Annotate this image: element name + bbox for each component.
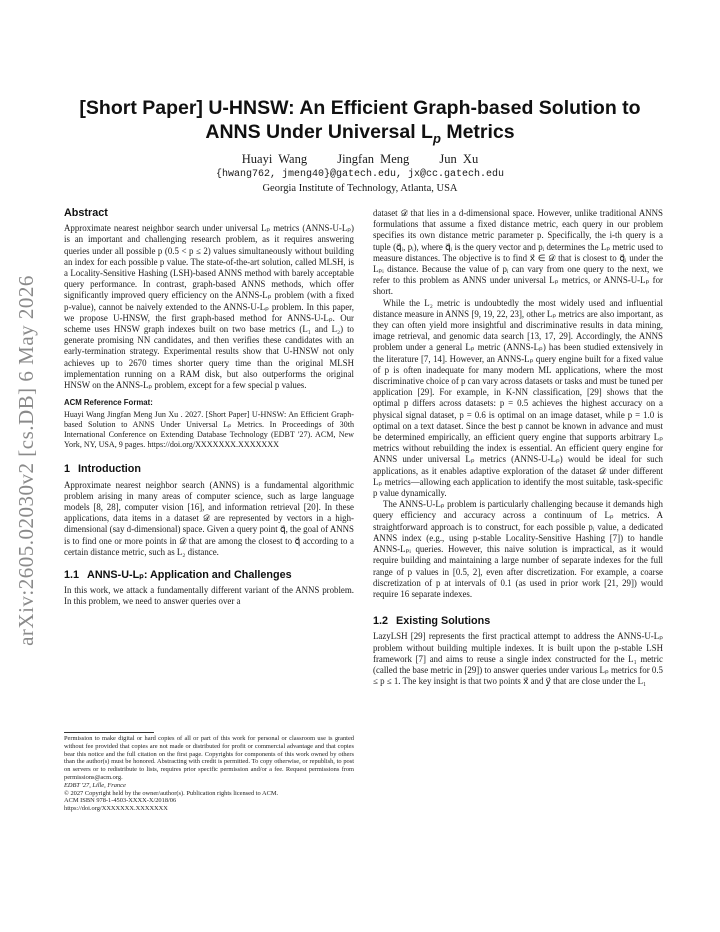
title-line-1: [Short Paper] U-HNSW: An Efficient Graph-based Solution to — [79, 97, 641, 119]
subsection-1-1-text: In this work, we attack a fundamentally different variant of the ANNS problem. In this problem, we need to answer queries over a — [64, 585, 354, 607]
acm-reference-text: Huayi Wang Jingfan Meng Jun Xu . 2027. [Short Paper] U-HNSW: An Efficient Graph-based Solution to ANNS Under Universal Lₚ Metrics. In Proceedings of 30th International Conference on Extending Database Technology (EDBT '27). ACM, New York, NY, USA, 9 pages. https://doi.org/XXXXXXX.XXXXXXX — [64, 410, 354, 450]
copyright-footnote — [64, 732, 354, 813]
footnote-divider — [64, 732, 154, 733]
affiliation: Georgia Institute of Technology, Atlanta, USA — [262, 183, 458, 194]
author-name: Huayi Wang — [241, 152, 308, 166]
arxiv-watermark: arXiv:2605.02030v2 [cs.DB] 6 May 2026 — [13, 274, 38, 646]
paragraph: LazyLSH [29] represents the first practical attempt to address the ANNS-U-Lₚ problem without building multiple indexes. It is built upon the p-stable LSH framework [7] and aims to reuse a single index constructed for the L₁ metric (called the base metric in [29]) to answer queries under various Lₚ metrics for 0.5 ≤ p ≤ 1. The key insight is that two points x⃗ and y⃗ that are close under the L₁ — [373, 631, 663, 687]
venue-text: EDBT '27, Lille, France — [64, 781, 126, 789]
isbn-text: ACM ISBN 978-1-4503-XXXX-X/2018/06 — [64, 797, 177, 805]
left-column — [64, 208, 354, 608]
subsection-1-1-heading: 1.1 ANNS-U-Lₚ: Application and Challenges — [64, 569, 292, 582]
abstract-heading: Abstract — [64, 207, 108, 219]
doi-text: https://doi.org/XXXXXXX.XXXXXXX — [64, 805, 168, 813]
intro-text: Approximate nearest neighbor search (ANNS) is a fundamental algorithmic problem arising in many areas of computer science, such as large language models [8, 28], computer vision [16], and information retrieval [20]. In these applications, data items in a dataset 𝒟 are represented by vectors in a high-dimensional (say d-dimensional) space. Given a query point q⃗, the goal of ANNS is to find one or more points in 𝒟 that are among the closest to q⃗ according to a certain distance metric, such as L₂ distance. — [64, 479, 354, 557]
author-list — [60, 152, 660, 167]
subsection-1-2-heading: 1.2 Existing Solutions — [373, 615, 491, 628]
paragraph: While the L₂ metric is undoubtedly the most widely used and influential distance measure in ANNS [9, 19, 22, 23], other Lₚ metrics are also important, as they can often yield more insightful and discriminative results in data mining, image retrieval, and genomic data search [13, 17, 29]. Accordingly, the ANNS problem under a general Lₚ metric (ANNS-Lₚ) has been studied extensively in the literature [7, 14]. However, an ANNS-Lₚ query engine built for a fixed value of p is often inadequate for many modern ML applications, where the most discriminative choice of p can vary across datasets or tasks and must be tuned per application [29]. For example, in K-NN classification, [29] shows that the optimal p differs across datasets: p = 0.5 achieves the highest accuracy on a physical signal dataset, p = 0.6 is optimal on an image dataset, while p = 1.0 is optimal on a text dataset. Since the best p cannot be known in advance and must be determined empirically, an efficient query engine that supports arbitrary Lₚ metrics without rebuilding the index is essential. An efficient query engine for ANNS under universal Lₚ metrics (ANNS-U-Lₚ) would be ideal for such applications, as it enables adaptive exploration of the dataset 𝒟 under different Lₚ metrics—allowing each application to identify the most suitable, task-specific p value dynamically. — [373, 297, 663, 499]
title-line-2: ANNS Under Universal $L_p$ Metrics — [205, 121, 515, 146]
permission-text: Permission to make digital or hard copies of all or part of this work for personal or classroom use is granted without fee provided that copies are not made or distributed for profit or commercial advantage and that copies bear this notice and the full citation on the first page. Copyrights for components of this work owned by others than the author(s) must be honored. Abstracting with credit is permitted. To copy otherwise, or republish, to post on servers or to redistribute to lists, requires prior specific permission and/or a fee. Request permissions from permissions@acm.org. — [64, 735, 354, 781]
acm-reference-heading: ACM Reference Format: — [64, 398, 153, 408]
paper-title — [60, 96, 660, 151]
author-name: Jingfan Meng — [337, 152, 410, 166]
right-column — [373, 208, 663, 687]
paragraph: dataset 𝒟 that lies in a d-dimensional space. However, unlike traditional ANNS formulations that assume a fixed distance metric, each query in our problem specifies its own distance metric parameter p. Specifically, the i-th query is a tuple (q⃗ᵢ, pᵢ), where q⃗ᵢ is the query vector and pᵢ determines the Lₚ metric used to measure distances. The objective is to find x⃗ ∈ 𝒟 that is closest to q⃗ᵢ under the Lₚᵢ distance. Because the value of pᵢ can vary from one query to the next, we refer to this problem as ANNS under universal Lₚ metrics, or ANNS-U-Lₚ for short. — [373, 208, 663, 297]
abstract-text: Approximate nearest neighbor search under universal Lₚ metrics (ANNS-U-Lₚ) is an important and challenging research problem, as it requires answering queries under all possible p (0.5 < p ≤ 2) values simultaneously without building an index for each possible p value. The state-of-the-art solution, called MLSH, is a Locality-Sensitive Hashing (LSH)-based ANNS method with barely acceptable query performance. In contrast, graph-based ANNS methods, which offer significantly improved query efficiency on the ANNS-Lₚ problem (with a fixed p-value), cannot be naively extended to the ANNS-U-Lₚ problem. In this paper, we propose U-HNSW, the first graph-based method for ANNS-U-Lₚ. Our scheme uses HNSW graph indexes built on two base metrics (L₁ and L₂) to generate promising NN candidates, and then verifies these candidates with an early-termination strategy. Experimental results show that U-HNSW not only achieves up to 2670 times shorter query time than the original MLSH implementation running on a RAM disk, but also outperforms the original HNSW on the ANNS-Lₚ problem, except for a few special p values. — [64, 223, 354, 391]
copyright-text: © 2027 Copyright held by the owner/author(s). Publication rights licensed to ACM. — [64, 789, 279, 797]
author-name: Jun Xu — [439, 152, 479, 166]
paragraph: The ANNS-U-Lₚ problem is particularly challenging because it demands high query efficiency and accuracy across a continuum of Lₚ metrics. A straightforward approach is to construct, for each possible pᵢ value, a dedicated ANNS index (e.g., using p-stable Locality-Sensitive Hashing [7]) to handle ANNS-Lₚᵢ queries. However, this naive solution is impractical, as it would require building and maintaining a large number of separate indexes for the full range of p values in [0.5, 2], even after discretization. For example, a coarse discretization of p at intervals of 0.1 (as used in prior work [21, 29]) would require 16 separate indexes. — [373, 499, 663, 599]
intro-heading: 1 Introduction — [64, 463, 141, 476]
author-emails: {hwang762, jmeng40}@gatech.edu, jx@cc.gatech.edu — [215, 169, 505, 180]
